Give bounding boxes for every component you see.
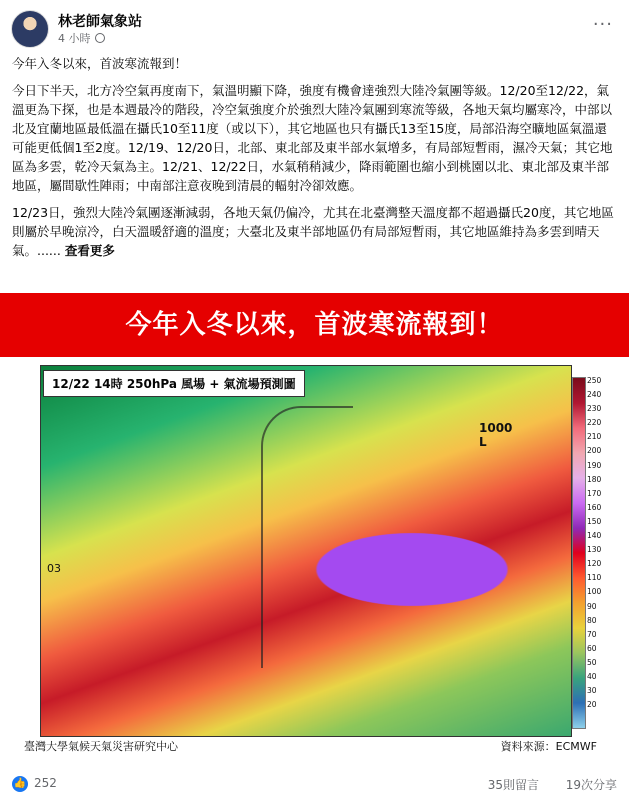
post-text	[12, 54, 617, 268]
source-left: 臺灣大學氣候天氣災害研究中心	[24, 740, 178, 753]
colorbar-ticks: 250 240 230 220 210 200 190 180 170 160 150 140 130 120 110 100 90 80 70 60 50 40 30 20	[587, 376, 602, 710]
map-title: 12/22 14時 250hPa 風場 + 氣流場預測圖	[43, 370, 305, 397]
post-header	[8, 8, 621, 48]
headline-banner: 今年入冬以來，首波寒流報到！	[0, 293, 629, 357]
comment-count[interactable]: 35則留言	[487, 778, 539, 792]
colorbar	[572, 377, 586, 729]
like-icon[interactable]: 👍	[12, 776, 28, 792]
low-pressure-label: 1000 L	[479, 421, 513, 449]
post-meta	[58, 30, 105, 46]
post-paragraph-2: 今日下半天，北方冷空氣再度南下，氣溫明顯下降，強度有機會達強烈大陸冷氣團等級。12/20至12/22，氣溫更為下探，也是本週最冷的階段，冷空氣強度介於強烈大陸冷氣團到寒流等級，各地天氣均屬寒冷，中部以北及宜蘭地區最低溫在攝氏10至11度（或以下），其它地區也只有攝氏13至15度，局部沿海空曠地區氣溫還可能更低個1至2度。12/19、12/20日，北部、東北部及東半部水氣增多，有局部短暫雨，濕冷天氣；其它地區為多雲，乾冷天氣為主。12/21、12/22日，水氣稍稍減少，降雨範圍也縮小到桃園以北、東北部及東半部地區，屬間歇性陣雨；中南部注意夜晚到清晨的輻射冷卻效應。	[12, 83, 613, 193]
post-paragraph-3	[12, 203, 617, 260]
post-time[interactable]: 4 小時	[58, 32, 91, 45]
post-paragraph-3-text: 12/23日，強烈大陸冷氣團逐漸減弱，各地天氣仍偏冷，尤其在北臺灣整天溫度都不超過攝氏20度，其它地區則屬於早晚涼冷，白天溫暖舒適的溫度；大臺北及東半部地區仍有局部短暫雨，其它地區維持為多雲到晴天氣。......	[12, 205, 614, 258]
left-edge-label: 03	[47, 562, 61, 575]
public-globe-icon	[95, 33, 105, 43]
coastline-outline	[261, 406, 353, 668]
more-options-icon[interactable]: ···	[592, 14, 613, 35]
like-count[interactable]: 252	[34, 776, 57, 790]
weather-map	[40, 365, 572, 737]
weather-figure[interactable]	[0, 357, 629, 765]
see-more-link[interactable]: 查看更多	[64, 243, 115, 258]
author-avatar[interactable]	[11, 10, 49, 48]
author-name[interactable]: 林老師氣象站	[58, 14, 142, 30]
post-stats	[12, 775, 617, 795]
source-right: 資料來源：ECMWF	[500, 740, 597, 753]
post-paragraph-1: 今年入冬以來，首波寒流報到！	[12, 56, 188, 71]
share-count[interactable]: 19次分享	[565, 778, 617, 792]
